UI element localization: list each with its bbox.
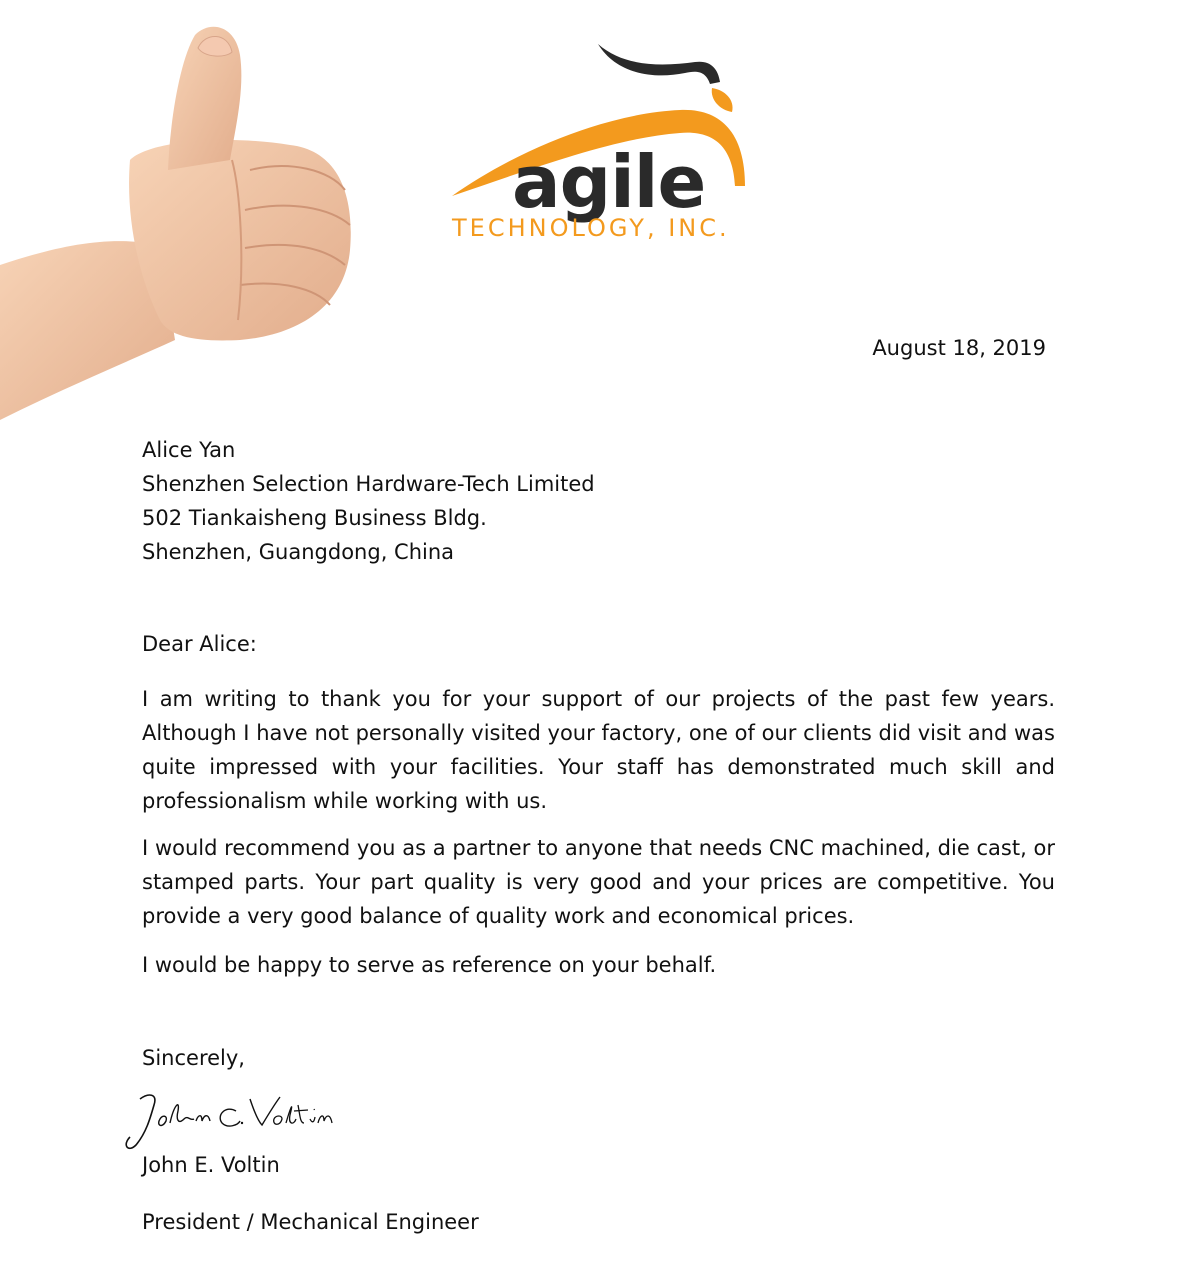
company-logo — [440, 38, 760, 248]
recipient-name: Alice Yan — [142, 438, 236, 462]
recipient-street: 502 Tiankaisheng Business Bldg. — [142, 506, 487, 530]
signer-title: President / Mechanical Engineer — [142, 1210, 479, 1234]
handwritten-signature — [118, 1085, 348, 1160]
body-paragraph-3: I would be happy to serve as reference on your behalf. — [142, 953, 717, 977]
recipient-company: Shenzhen Selection Hardware-Tech Limited — [142, 472, 595, 496]
closing: Sincerely, — [142, 1046, 245, 1070]
recipient-address — [142, 433, 595, 569]
body-paragraph-1: I am writing to thank you for your support of our projects of the past few years. Although I have not personally visited your factory, one of our clients did visit and was quite impressed with your facilities. Your staff has demonstrated much skill and professionalism while working with us. — [142, 687, 1055, 813]
thumbs-up-image — [0, 20, 360, 430]
signer-name: John E. Voltin — [142, 1153, 280, 1177]
logo-wordmark: agile — [512, 140, 706, 224]
logo-subtitle: TECHNOLOGY, INC. — [452, 214, 730, 242]
recipient-city: Shenzhen, Guangdong, China — [142, 540, 455, 564]
body-paragraph-2: I would recommend you as a partner to anyone that needs CNC machined, die cast, or stamped parts. Your part quality is very good and your prices are competitive. You provide a very good balance of quality work and economical prices. — [142, 836, 1055, 928]
letter-date: August 18, 2019 — [872, 336, 1046, 360]
salutation: Dear Alice: — [142, 632, 257, 656]
